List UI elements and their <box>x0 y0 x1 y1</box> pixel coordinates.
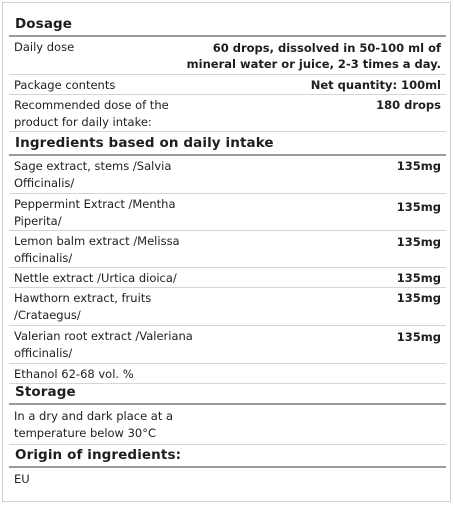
row-label: Sage extract, stems /Salvia Officinalis/ <box>14 159 172 190</box>
storage-heading: Storage <box>15 384 76 400</box>
dosage-heading: Dosage <box>15 16 73 32</box>
row-label: Peppermint Extract /Mentha Piperita/ <box>14 197 176 228</box>
section-heading-storage <box>9 384 446 405</box>
ingredient-row-lemon-balm <box>9 231 446 268</box>
row-value: 135mg <box>396 271 441 285</box>
storage-row <box>9 405 446 445</box>
section-heading-origin <box>9 445 446 468</box>
ingredients-heading: Ingredients based on daily intake <box>15 135 274 151</box>
row-value: 135mg <box>396 200 441 214</box>
row-label: Ethanol 62-68 vol. % <box>14 367 134 381</box>
row-label: In a dry and dark place at a temperature below 30°C <box>14 409 174 440</box>
row-value: 180 drops <box>376 98 441 112</box>
row-label: Valerian root extract /Valeriana officinalis/ <box>14 329 193 360</box>
ingredient-row-sage <box>9 156 446 194</box>
dosage-row-recommended-dose <box>9 95 446 132</box>
origin-heading: Origin of ingredients: <box>15 447 182 463</box>
ingredient-row-ethanol <box>9 364 446 384</box>
row-value: 135mg <box>396 330 441 344</box>
row-value: 135mg <box>396 159 441 173</box>
origin-row <box>9 468 446 490</box>
row-value: Net quantity: 100ml <box>310 78 441 92</box>
row-value: 135mg <box>396 235 441 249</box>
row-label: EU <box>14 472 30 486</box>
row-label: Daily dose <box>14 40 75 54</box>
dosage-row-daily-dose <box>9 37 446 75</box>
row-label: Lemon balm extract /Melissa officinalis/ <box>14 234 180 265</box>
row-value: 60 drops, dissolved in 50-100 ml of mineral water or juice, 2-3 times a day. <box>186 41 441 71</box>
row-label: Recommended dose of the product for daily intake: <box>14 98 169 129</box>
ingredient-row-peppermint <box>9 194 446 231</box>
ingredient-row-nettle <box>9 268 446 288</box>
row-label: Package contents <box>14 78 116 92</box>
row-label: Hawthorn extract, fruits /Crataegus/ <box>14 291 152 322</box>
ingredient-row-valerian <box>9 326 446 364</box>
row-label: Nettle extract /Urtica dioica/ <box>14 271 177 285</box>
section-heading-ingredients <box>9 132 446 156</box>
section-heading-dosage <box>9 14 446 37</box>
ingredient-row-hawthorn <box>9 288 446 326</box>
dosage-row-package-contents <box>9 75 446 95</box>
row-value: 135mg <box>396 291 441 305</box>
